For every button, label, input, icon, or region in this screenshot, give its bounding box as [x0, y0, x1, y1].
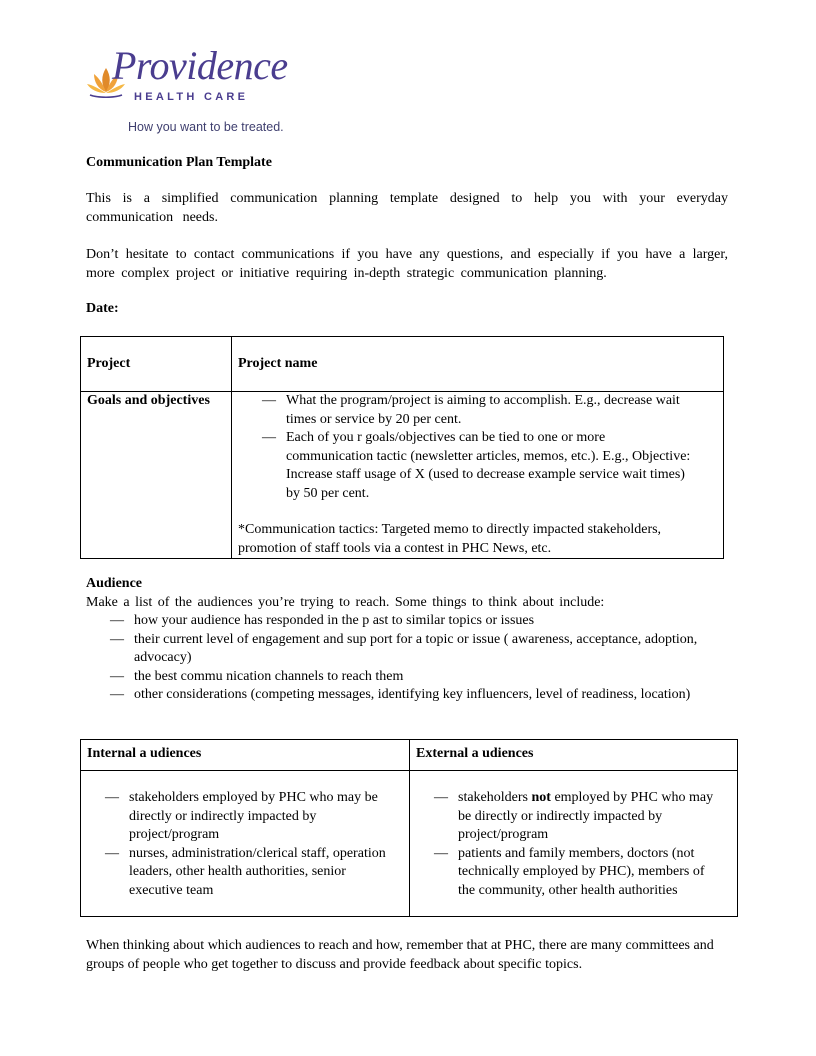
goals-label: Goals and objectives [87, 393, 210, 408]
project-name-field: Project name [238, 356, 318, 371]
table-row [81, 337, 724, 392]
date-label: Date: [86, 301, 119, 316]
list-item [410, 789, 717, 845]
project-table [80, 336, 724, 559]
closing-paragraph: When thinking about which audiences to reach and how, remember that at PHC, there are many committees and groups of people who get together to discuss and provide feedback about specific topics. [86, 938, 714, 972]
audience-intro: Make a list of the audiences you’re trying to reach. Some things to think about include: [86, 595, 605, 610]
internal-audiences-list [81, 771, 409, 904]
intro-paragraph-1: This is a simplified communication planning template designed to help you with your everyday communication needs. [86, 191, 728, 225]
logo-brand-name: Providence [112, 43, 288, 88]
list-item: — how your audience has responded in the p ast to similar topics or issues [86, 612, 708, 631]
logo-tagline: How you want to be treated. [128, 120, 284, 134]
external-audiences-header: External a udiences [416, 746, 534, 761]
table-row [81, 771, 738, 917]
audience-considerations-list [86, 612, 708, 705]
internal-audiences-cell[interactable] [81, 771, 410, 917]
list-item: — other considerations (competing messages, identifying key influencers, level of readiness, location) [86, 686, 708, 705]
audience-heading: Audience [86, 576, 142, 591]
external-header-cell [410, 740, 738, 771]
external-audiences-cell[interactable] [410, 771, 738, 917]
list-item: — What the program/project is aiming to accomplish. E.g., decrease wait times or service by 20 per cent. [238, 392, 693, 429]
project-label: Project [87, 356, 131, 371]
intro-paragraph-2: Don’t hesitate to contact communications if you have any questions, and especially if you have a larger, more complex project or initiative requiring in-depth strategic communication planning. [86, 247, 728, 281]
table-row [81, 392, 724, 559]
list-item: — the best commu nication channels to reach them [86, 668, 708, 687]
internal-header-cell [81, 740, 410, 771]
list-item: — Each of you r goals/objectives can be tied to one or more communication tactic (newsletter articles, memos, etc.). E.g., Objective: Increase staff usage of X (used to decrease example service wait times) by 50 per cent. [238, 429, 693, 503]
goals-content-cell[interactable] [232, 392, 724, 559]
external-audiences-list [410, 771, 737, 900]
list-item: — stakeholders employed by PHC who may be directly or indirectly impacted by project/program [81, 789, 401, 845]
goals-list [238, 392, 693, 503]
project-label-cell [81, 337, 232, 392]
list-item: — their current level of engagement and sup port for a topic or issue ( awareness, acceptance, adoption, advocacy) [86, 631, 708, 668]
internal-audiences-header: Internal a udiences [87, 746, 202, 761]
list-item: — nurses, administration/clerical staff, operation leaders, other health authorities, senior executive team [81, 845, 401, 901]
document-title: Communication Plan Template [86, 155, 272, 170]
providence-logo [86, 44, 316, 139]
list-item-text: stakeholders [458, 790, 532, 805]
project-name-cell[interactable] [232, 337, 724, 392]
list-item-text: employed by PHC who may be directly or indirectly impacted by project/program [458, 790, 714, 842]
emphasis-not: not [531, 790, 551, 805]
audiences-table [80, 739, 738, 917]
table-row [81, 740, 738, 771]
logo-subtitle: HEALTH CARE [134, 91, 249, 103]
list-item: — patients and family members, doctors (not technically employed by PHC), members of the community, other health authorities [410, 845, 717, 901]
tactics-note: *Communication tactics: Targeted memo to directly impacted stakeholders, promotion of staff tools via a contest in PHC News, etc. [238, 522, 662, 556]
goals-label-cell [81, 392, 232, 559]
